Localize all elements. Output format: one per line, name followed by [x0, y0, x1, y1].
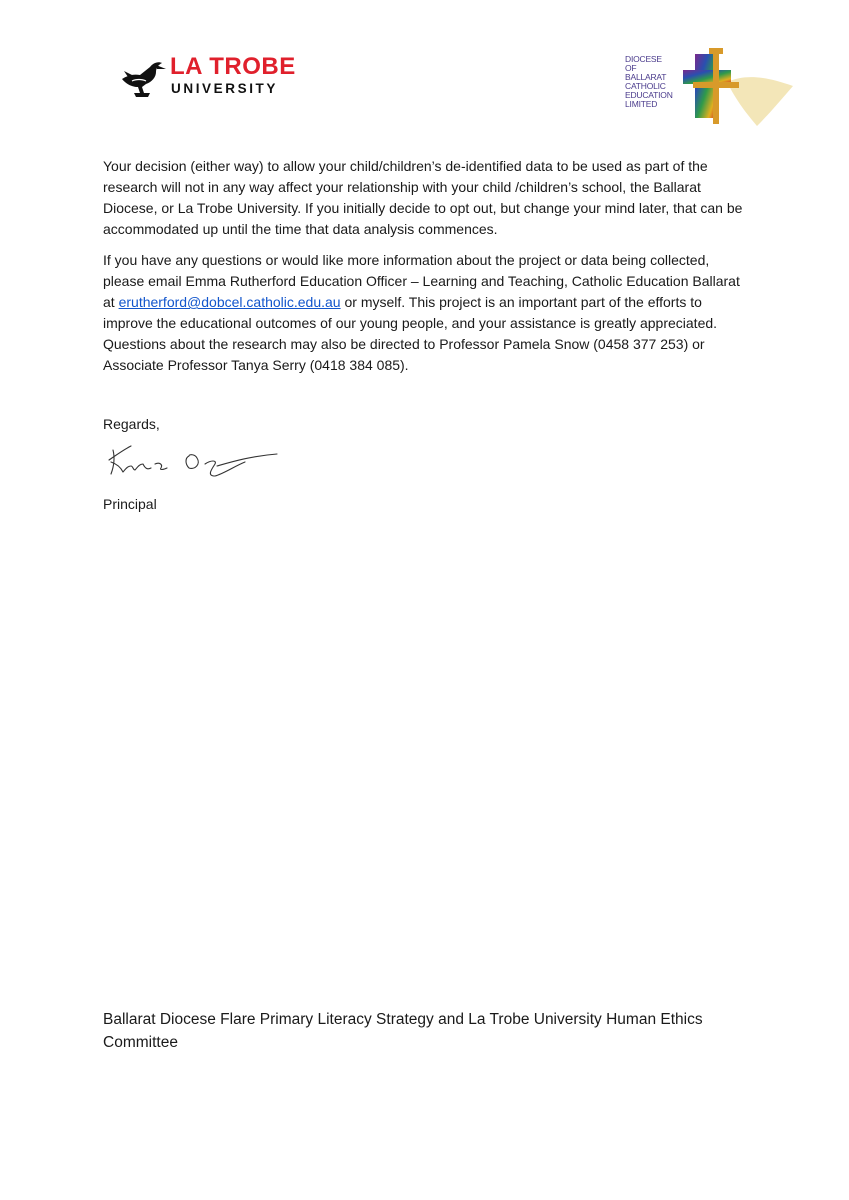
paragraph-opt-out: Your decision (either way) to allow your child/children’s de-identified data to be used as part of the research will not in any way affect your relationship with your child /children’s school, the Ballarat Diocese, or La Trobe University. If you initially decide to opt out, but change your mind later, that can be accommodated up until the time that data analysis commences. — [103, 158, 743, 237]
ltu-logo-line2: UNIVERSITY — [171, 81, 279, 96]
pelican-icon — [120, 57, 166, 99]
diocese-logo-line: EDUCATION — [625, 90, 673, 100]
ltu-logo-line1: LA TROBE — [170, 53, 296, 80]
cross-emblem-icon — [683, 48, 795, 130]
email-link[interactable]: erutherford@dobcel.catholic.edu.au — [118, 294, 341, 310]
la-trobe-university-logo — [120, 55, 310, 101]
paragraph-contact-text-start: If you have any questions or would like more information about the project or data being collected, please email Emma Rutherford Education Officer – Learning and Teaching, Catholic Education Ballarat at — [103, 252, 740, 310]
paragraph-contact-text-end: or myself. This project is an important part of the efforts to improve the educational outcomes of our young people, and your assistance is greatly appreciated. Questions about the research may also be directed to Professor Pamela Snow (0458 377 253) or Associate Professor Tanya Serry (0418 384 085). — [103, 294, 718, 373]
diocese-logo-line: BALLARAT — [625, 72, 667, 82]
diocese-logo-line: DIOCESE — [625, 54, 662, 64]
paragraph-contact-info — [103, 250, 753, 376]
closing-regards: Regards, — [103, 416, 160, 432]
diocese-logo-line: CATHOLIC — [625, 81, 666, 91]
diocese-logo-line: OF — [625, 63, 637, 73]
signatory-title: Principal — [103, 496, 157, 512]
footer-text: Ballarat Diocese Flare Primary Literacy Strategy and La Trobe University Human Ethics Committee — [103, 1011, 703, 1051]
diocese-ballarat-logo — [625, 48, 795, 130]
diocese-logo-text — [625, 55, 687, 109]
handwritten-signature — [105, 440, 280, 482]
diocese-logo-line: LIMITED — [625, 99, 658, 109]
